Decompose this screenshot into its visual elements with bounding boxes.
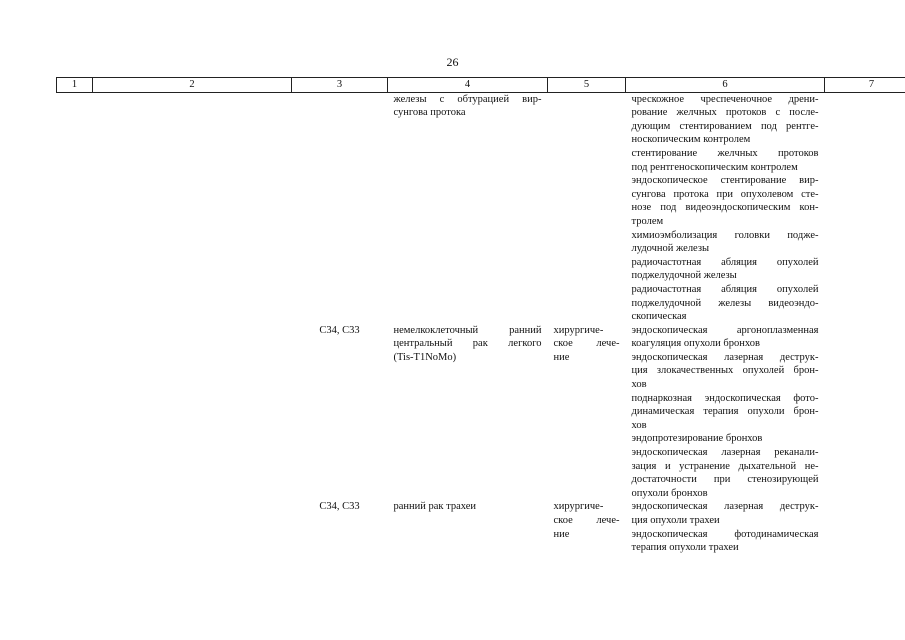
column-number-row [57,78,905,93]
cell-line: эндопротезирование бронхов [631,433,763,445]
cell-treatment-type [548,324,626,501]
method-item [632,528,819,555]
cell-line: носкопическим контролем [631,134,751,146]
method-item [632,174,819,228]
cell-col2 [93,500,292,554]
table-row [57,324,905,501]
method-item [632,147,819,174]
cell-line: железы с обтурацией вир- [393,93,542,105]
page-number: 26 [446,55,459,69]
cell-line: коагуляция опухоли бронхов [631,338,760,350]
cell-line: ранний рак трахеи [393,501,477,513]
cell-icd-codes [292,92,388,324]
cell-line: эндоскопическая лазерная реканали- [631,447,819,459]
cell-col2 [93,92,292,324]
cell-line: немелкоклеточный ранний [393,324,542,336]
method-item [632,93,819,147]
cell-line: лудочной железы [631,243,710,255]
cell-line: радиочастотная абляция опухолей [631,256,819,268]
cell-icd-codes [292,500,388,554]
cell-line: эндоскопическая лазерная деструк- [631,351,819,363]
cell-line: под рентгеноскопическим контролем [631,161,798,173]
cell-line: ние [553,351,570,363]
cell-methods [626,500,825,554]
method-item [632,229,819,256]
procedures-table [56,77,905,555]
cell-line: химиоэмболизация головки подже- [631,229,819,241]
cell-line: хов [631,419,647,431]
cell-line: эндоскопическая лазерная деструк- [631,501,819,513]
column-header: 2 [93,78,292,93]
method-item [632,500,819,527]
method-item [632,446,819,500]
cell-line: динамическая терапия опухоли брон- [631,406,819,418]
cell-line: хирургиче- [553,501,604,513]
cell-line: поджелудочной железы видеоэндо- [631,297,819,309]
cell-line: сунгова протока [393,107,466,119]
icd-codes: С34, С33 [319,324,360,336]
cell-line: эндоскопическое стентирование вир- [631,175,819,187]
cell-line: зация и устранение дыхательной не- [631,460,819,472]
cell-line: (Tis-T1NoMo) [393,351,457,363]
cell-line: стентирование желчных протоков [631,147,819,159]
column-header: 7 [825,78,905,93]
method-item [632,432,819,446]
table-row [57,500,905,554]
cell-icd-codes [292,324,388,501]
method-item [632,392,819,433]
cell-line: ция опухоли трахеи [631,515,720,526]
method-item [632,324,819,351]
cell-line: дующим стентированием под рентге- [631,120,819,132]
column-header: 3 [292,78,388,93]
table-row [57,92,905,324]
cell-line: терапия опухоли трахеи [631,542,739,554]
column-header: 4 [388,78,548,93]
cell-line: эндоскопическая фотодинамическая [631,528,819,540]
cell-col2 [93,324,292,501]
column-header: 6 [626,78,825,93]
cell-line: достаточности при стенозирующей [631,474,819,486]
cell-line: поджелудочной железы [631,270,737,282]
cell-line: ние [553,528,570,540]
cell-col7 [825,324,905,501]
cell-line: хирургиче- [553,324,604,336]
cell-col1 [57,324,93,501]
cell-treatment-type [548,92,626,324]
cell-line: эндоскопическая аргоноплазменная [631,324,819,336]
cell-line: чрескожное чреспеченочное дрени- [631,93,819,105]
cell-methods [626,92,825,324]
cell-line: радиочастотная абляция опухолей [631,283,819,295]
column-header: 1 [57,78,93,93]
cell-line: поднаркозная эндоскопическая фото- [631,392,819,404]
cell-line: нозе под видеоэндоскопическим кон- [631,202,819,214]
cell-line: хов [631,379,647,391]
cell-methods [626,324,825,501]
cell-diagnosis [388,324,548,501]
cell-col7 [825,500,905,554]
cell-line: тролем [631,215,664,227]
cell-line: центральный рак легкого [393,338,542,350]
method-item [632,283,819,324]
cell-line: сунгова протока при опухолевом сте- [631,188,819,200]
cell-line: опухоли бронхов [631,487,708,499]
cell-line: скопическая [631,311,687,323]
cell-diagnosis [388,92,548,324]
method-item [632,256,819,283]
cell-col7 [825,92,905,324]
column-header: 5 [548,78,626,93]
cell-line: ция злокачественных опухолей брон- [631,365,819,377]
cell-line: рование желчных протоков с после- [631,107,819,119]
cell-line: ское лече- [553,338,620,350]
cell-line: ское лече- [553,515,620,526]
icd-codes: С34, С33 [319,501,360,513]
cell-col1 [57,92,93,324]
method-item [632,351,819,392]
cell-treatment-type [548,500,626,554]
cell-diagnosis [388,500,548,554]
cell-col1 [57,500,93,554]
